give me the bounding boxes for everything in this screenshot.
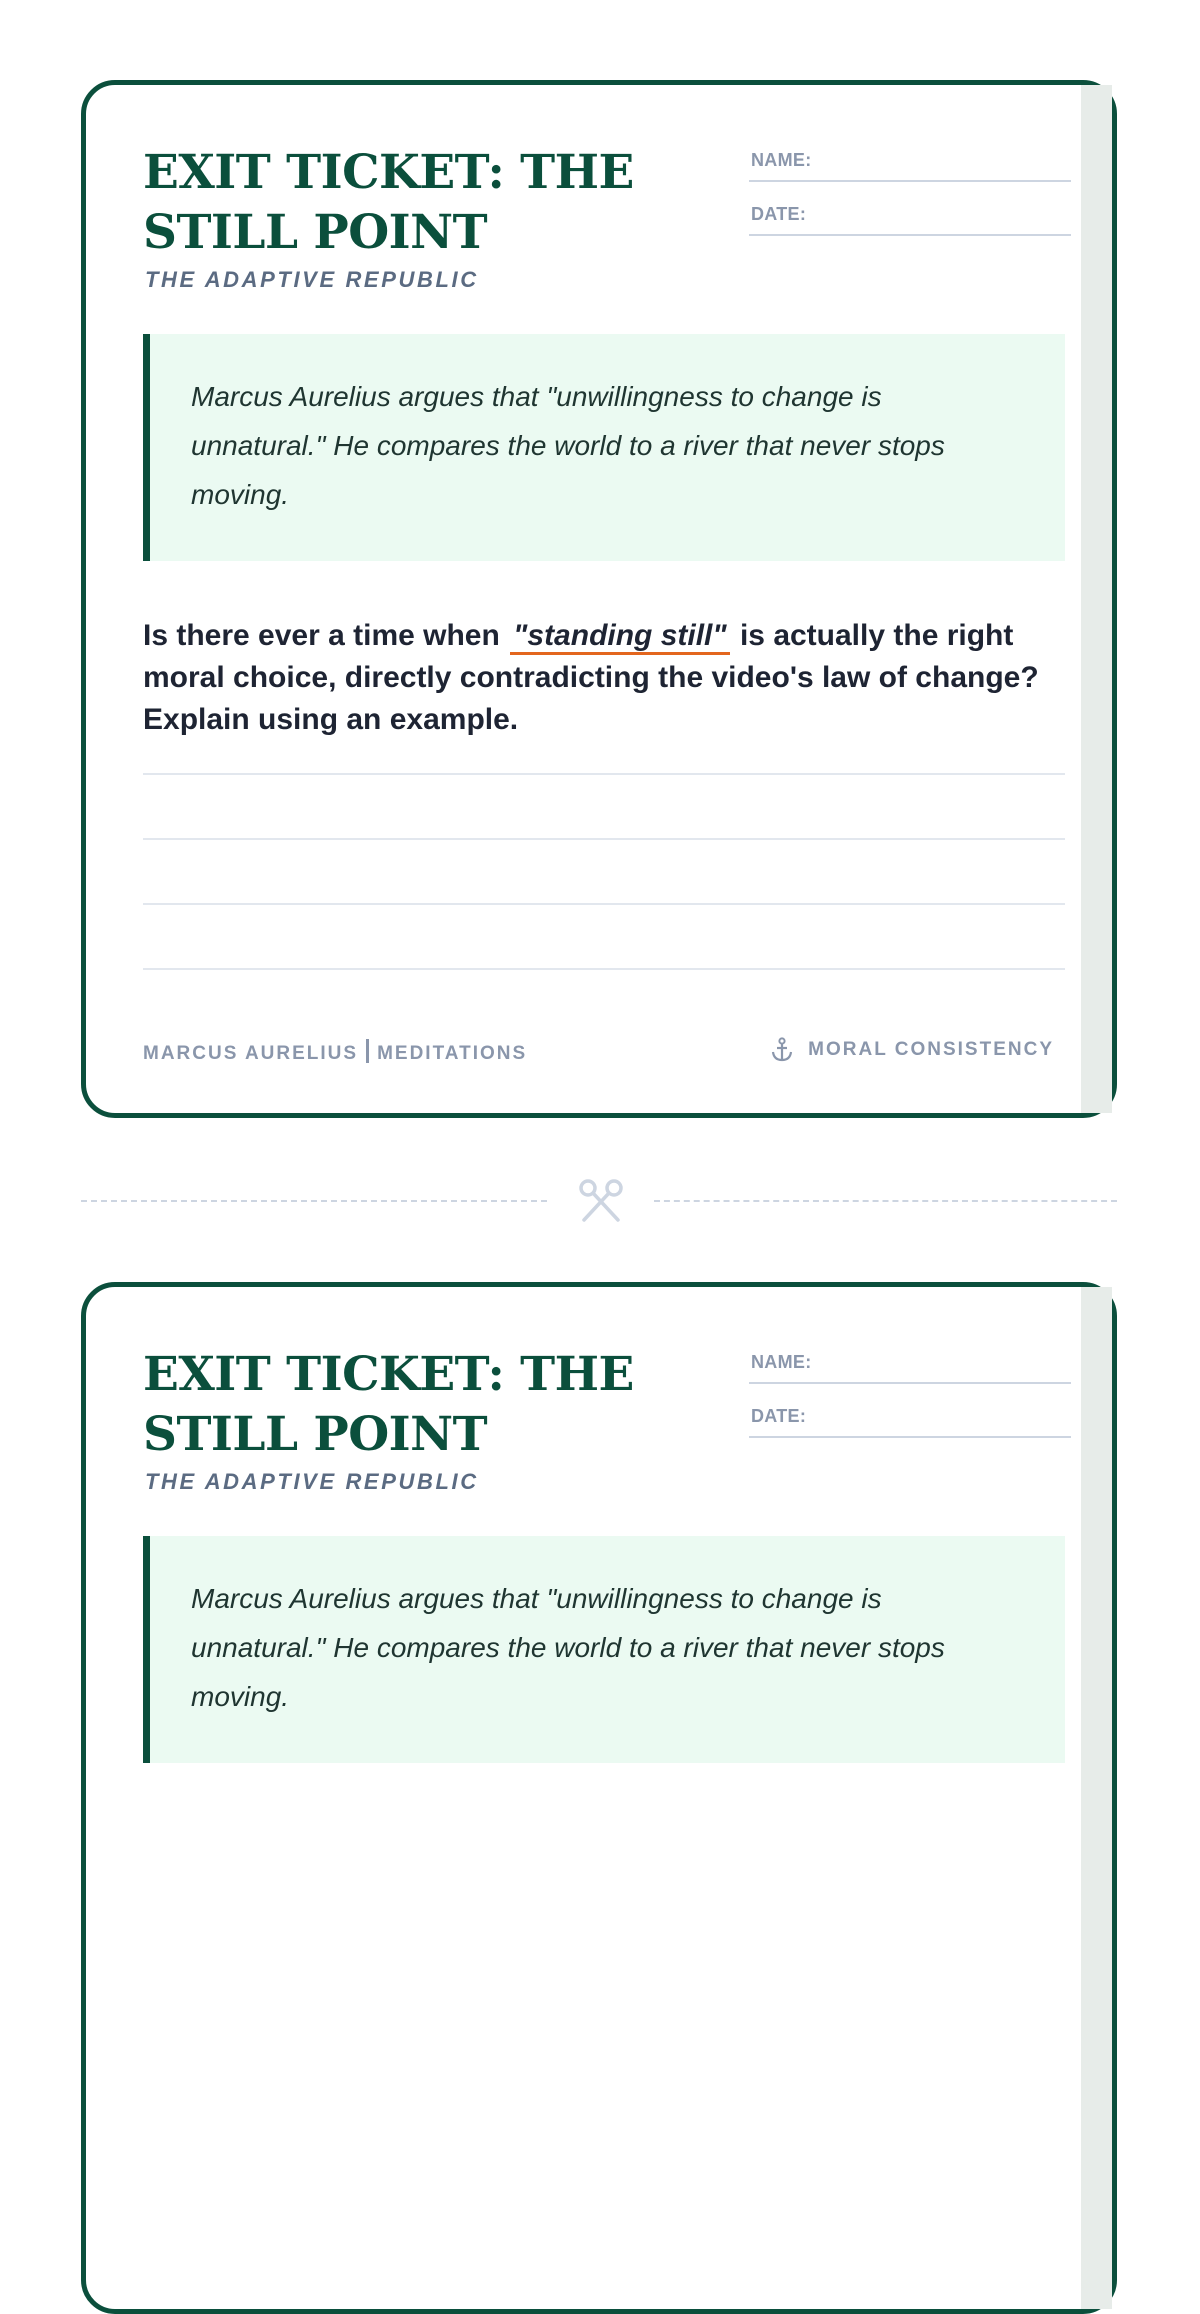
exit-ticket-card <box>81 80 1117 1118</box>
anchor-icon <box>770 1037 794 1063</box>
date-field[interactable] <box>749 200 1071 236</box>
date-field[interactable] <box>749 1402 1071 1438</box>
name-field[interactable] <box>749 1348 1071 1384</box>
cut-dash-right <box>654 1200 1117 1202</box>
cut-dash-left <box>81 1200 547 1202</box>
quote-block: Marcus Aurelius argues that "unwillingness to change is unnatural." He compares the world to a river that never stops moving. <box>143 334 1065 561</box>
ticket-subtitle: THE ADAPTIVE REPUBLIC <box>145 267 479 292</box>
card-edge <box>1081 85 1112 1113</box>
footer-work: MEDITATIONS <box>377 1043 528 1064</box>
answer-line[interactable] <box>143 903 1065 905</box>
name-label: NAME: <box>751 150 812 170</box>
name-label: NAME: <box>751 1352 812 1372</box>
question-highlight: "standing still" <box>510 619 729 655</box>
question-text <box>143 615 1068 741</box>
question-part-1: Is there ever a time when <box>143 619 509 652</box>
ticket-title: EXIT TICKET: THE STILL POINT <box>143 1347 634 1462</box>
footer-author: MARCUS AURELIUS <box>143 1043 359 1064</box>
quote-block: Marcus Aurelius argues that "unwillingness to change is unnatural." He compares the world to a river that never stops moving. <box>143 1536 1065 1763</box>
footer-source <box>143 1039 527 1065</box>
scissors-icon <box>578 1178 624 1222</box>
ticket-title: EXIT TICKET: THE STILL POINT <box>143 145 634 260</box>
date-label: DATE: <box>751 204 807 224</box>
ticket-subtitle: THE ADAPTIVE REPUBLIC <box>145 1469 479 1494</box>
card-edge <box>1081 1287 1112 2309</box>
answer-line[interactable] <box>143 838 1065 840</box>
footer-topic-label: MORAL CONSISTENCY <box>808 1039 1054 1060</box>
cut-line <box>81 1200 1117 1202</box>
footer-separator <box>366 1039 369 1063</box>
answer-line[interactable] <box>143 773 1065 775</box>
date-label: DATE: <box>751 1406 807 1426</box>
answer-line[interactable] <box>143 968 1065 970</box>
question-part-2: is actually the right moral choice, directly contradicting the video's law of change? Explain using an example. <box>143 619 1039 736</box>
name-field[interactable] <box>749 146 1071 182</box>
footer-topic <box>770 1037 1054 1063</box>
exit-ticket-card <box>81 1282 1117 2314</box>
